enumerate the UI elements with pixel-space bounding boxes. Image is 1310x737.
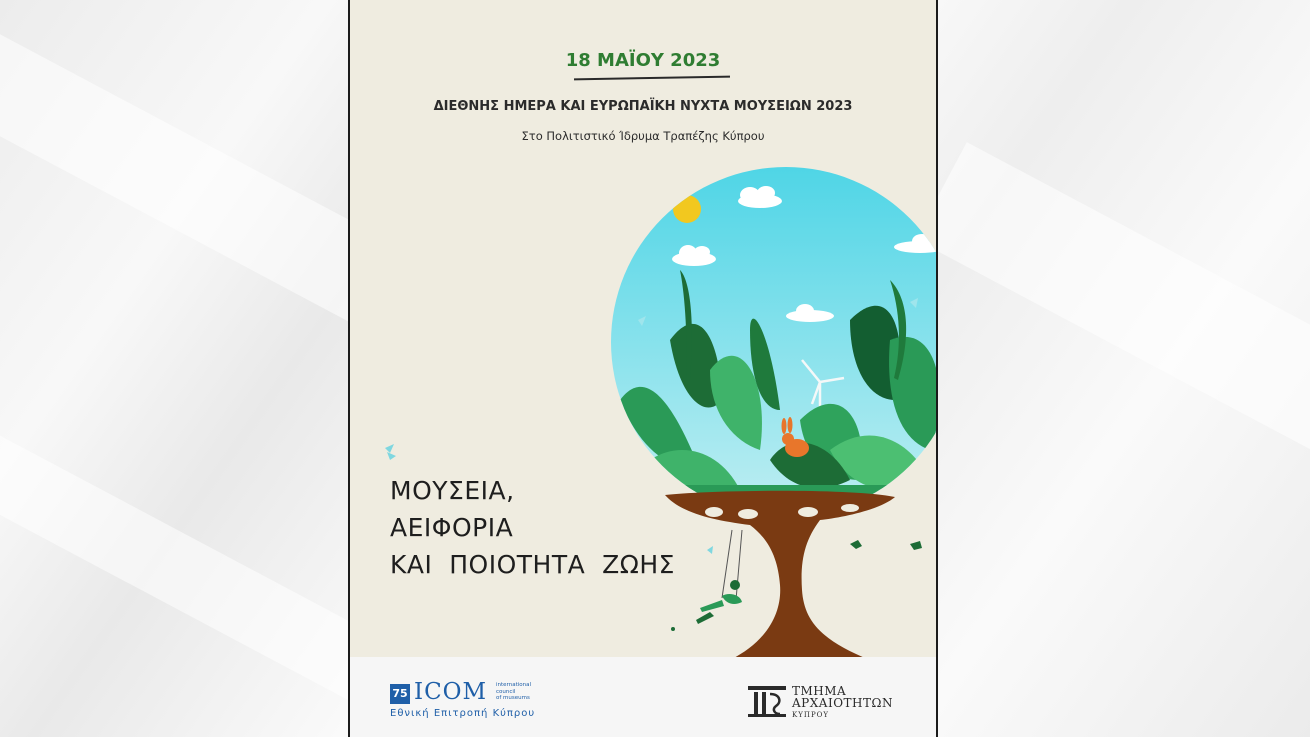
poster xyxy=(348,0,938,737)
column-emblem-icon xyxy=(746,684,788,718)
sun-icon xyxy=(673,195,701,223)
butterfly-icon xyxy=(385,444,396,460)
department-name-line-1: ΤΜΗΜΑ xyxy=(792,684,847,698)
icom-tagline-line-3: of museums xyxy=(496,695,530,701)
theme-line-1: ΜΟΥΣΕΙΑ, xyxy=(390,476,515,505)
event-title: ΔΙΕΘΝΗΣ ΗΜΕΡΑ ΚΑΙ ΕΥΡΩΠΑΪΚΗ ΝΥΧΤΑ ΜΟΥΣΕΙΩΝ 2023 xyxy=(433,99,853,114)
department-of-antiquities-logo xyxy=(746,682,906,722)
icom-tagline-line-1: international xyxy=(496,682,532,688)
icom-wordmark: ICOM xyxy=(414,679,488,705)
bird-icon xyxy=(850,540,922,550)
theme-text xyxy=(390,472,675,583)
swing-icon xyxy=(722,530,742,600)
icom-committee-name: Εθνική Επιτροπή Κύπρου xyxy=(390,708,536,719)
butterfly-icon xyxy=(707,546,713,554)
theme-line-3: ΚΑΙ ΠΟΙΟΤΗΤΑ ΖΩΗΣ xyxy=(390,550,675,579)
department-country: ΚΥΠΡΟΥ xyxy=(792,711,830,719)
icom-75-badge: 75 xyxy=(390,684,410,704)
theme-line-2: ΑΕΙΦΟΡΙΑ xyxy=(390,513,514,542)
leaf-fleck-icon xyxy=(671,627,675,631)
event-venue: Στο Πολιτιστικό Ίδρυμα Τραπέζης Κύπρου xyxy=(521,129,765,143)
icom-tagline-line-2: council xyxy=(496,688,516,695)
department-name-line-2: ΑΡΧΑΙΟΤΗΤΩΝ xyxy=(792,696,893,710)
child-on-swing-icon xyxy=(696,580,742,624)
sponsor-footer xyxy=(350,657,936,737)
icom-tagline xyxy=(496,682,546,702)
background-streak xyxy=(915,142,1310,568)
event-date: 18 ΜΑΪΟΥ 2023 xyxy=(565,50,721,71)
tree-trunk-icon xyxy=(665,491,895,660)
icom-logo xyxy=(390,679,550,722)
